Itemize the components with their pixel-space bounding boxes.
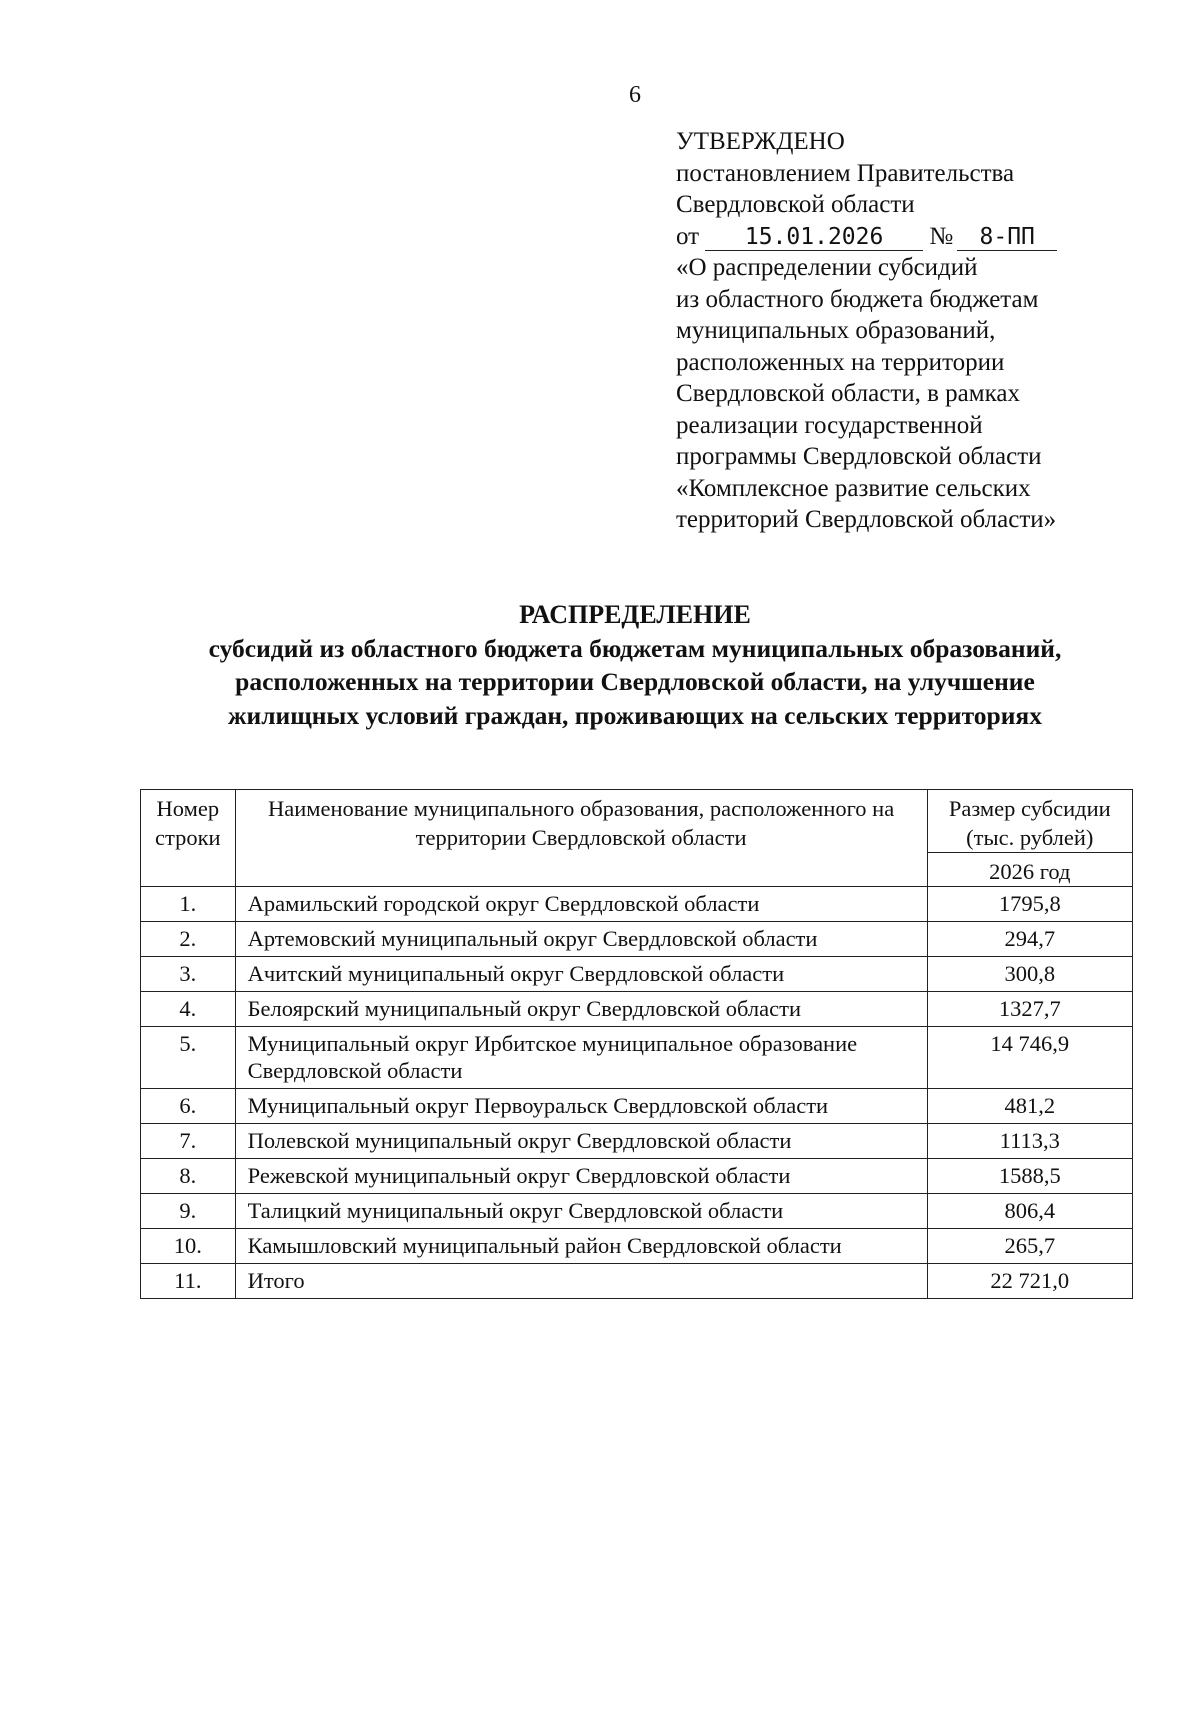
date-prefix: от bbox=[676, 222, 700, 250]
table-row bbox=[141, 922, 1133, 957]
approval-block bbox=[676, 126, 1156, 536]
table-row bbox=[141, 992, 1133, 1027]
row-value: 1795,8 bbox=[927, 887, 1132, 922]
row-name: Итого bbox=[235, 1264, 927, 1299]
number-prefix: № bbox=[929, 222, 954, 250]
subject-line: Свердловской области, в рамках bbox=[676, 380, 1020, 407]
row-num: 3. bbox=[141, 957, 236, 992]
table-row bbox=[141, 957, 1133, 992]
row-value: 22 721,0 bbox=[927, 1264, 1132, 1299]
row-num: 1. bbox=[141, 887, 236, 922]
table-row bbox=[141, 1027, 1133, 1089]
row-name: Муниципальный округ Первоуральск Свердловской области bbox=[235, 1089, 927, 1124]
table-row bbox=[141, 1194, 1133, 1229]
approval-heading: УТВЕРЖДЕНО bbox=[676, 128, 845, 155]
row-num: 6. bbox=[141, 1089, 236, 1124]
header-num: Номер строки bbox=[141, 790, 236, 887]
title-line: расположенных на территории Свердловской области, на улучшение bbox=[235, 667, 1035, 696]
table-row-total bbox=[141, 1264, 1133, 1299]
row-value: 481,2 bbox=[927, 1089, 1132, 1124]
row-num: 9. bbox=[141, 1194, 236, 1229]
title-line: жилищных условий граждан, проживающих на сельских территориях bbox=[228, 700, 1042, 730]
row-name: Муниципальный округ Ирбитское муниципальное образование Свердловской области bbox=[235, 1027, 927, 1089]
title-line: субсидий из областного бюджета бюджетам муниципальных образований, bbox=[208, 633, 1062, 663]
row-value: 1113,3 bbox=[927, 1124, 1132, 1159]
row-num: 8. bbox=[141, 1159, 236, 1194]
approval-line-2: Свердловской области bbox=[676, 191, 915, 218]
table-row bbox=[141, 887, 1133, 922]
row-name: Режевской муниципальный округ Свердловской области bbox=[235, 1159, 927, 1194]
row-num: 5. bbox=[141, 1027, 236, 1089]
row-value: 300,8 bbox=[927, 957, 1132, 992]
table-row bbox=[141, 1124, 1133, 1159]
row-num: 4. bbox=[141, 992, 236, 1027]
row-name: Камышловский муниципальный район Свердловской области bbox=[235, 1229, 927, 1264]
row-value: 14 746,9 bbox=[927, 1027, 1132, 1089]
row-value: 1588,5 bbox=[927, 1159, 1132, 1194]
row-num: 7. bbox=[141, 1124, 236, 1159]
subject-line: из областного бюджета бюджетам bbox=[676, 285, 1039, 313]
row-value: 265,7 bbox=[927, 1229, 1132, 1264]
row-name: Белоярский муниципальный округ Свердловской области bbox=[235, 992, 927, 1027]
subject-line: «Комплексное развитие сельских bbox=[676, 474, 1031, 502]
row-num: 11. bbox=[141, 1264, 236, 1299]
row-name: Талицкий муниципальный округ Свердловской области bbox=[235, 1194, 927, 1229]
subject-line: «О распределении субсидий bbox=[676, 254, 978, 281]
table-row bbox=[141, 1159, 1133, 1194]
row-name: Арамильский городской округ Свердловской области bbox=[235, 887, 927, 922]
distribution-table bbox=[140, 789, 1133, 1299]
header-name: Наименование муниципального образования, расположенного на территории Свердловской области bbox=[235, 790, 927, 887]
subject-line: реализации государственной bbox=[676, 411, 983, 439]
document-title bbox=[120, 598, 1150, 732]
subject-line: расположенных на территории bbox=[676, 348, 1005, 376]
title-main: РАСПРЕДЕЛЕНИЕ bbox=[519, 600, 751, 629]
approval-line-1: постановлением Правительства bbox=[676, 159, 1015, 187]
header-value: Размер субсидии (тыс. рублей) bbox=[927, 790, 1132, 853]
page-number: 6 bbox=[629, 82, 641, 108]
approval-date-line bbox=[676, 221, 1156, 253]
table-row bbox=[141, 1089, 1133, 1124]
header-year: 2026 год bbox=[927, 853, 1132, 887]
row-value: 806,4 bbox=[927, 1194, 1132, 1229]
row-name: Полевской муниципальный округ Свердловской области bbox=[235, 1124, 927, 1159]
table-row bbox=[141, 1229, 1133, 1264]
row-value: 294,7 bbox=[927, 922, 1132, 957]
subject-line: программы Свердловской области bbox=[676, 443, 1042, 470]
approval-number: 8-ПП bbox=[957, 224, 1057, 251]
subject-line: муниципальных образований, bbox=[676, 317, 996, 344]
row-name: Ачитский муниципальный округ Свердловской области bbox=[235, 957, 927, 992]
row-value: 1327,7 bbox=[927, 992, 1132, 1027]
approval-date: 15.01.2026 bbox=[705, 224, 923, 251]
row-name: Артемовский муниципальный округ Свердловской области bbox=[235, 922, 927, 957]
row-num: 2. bbox=[141, 922, 236, 957]
subject-line: территорий Свердловской области» bbox=[676, 506, 1057, 533]
row-num: 10. bbox=[141, 1229, 236, 1264]
